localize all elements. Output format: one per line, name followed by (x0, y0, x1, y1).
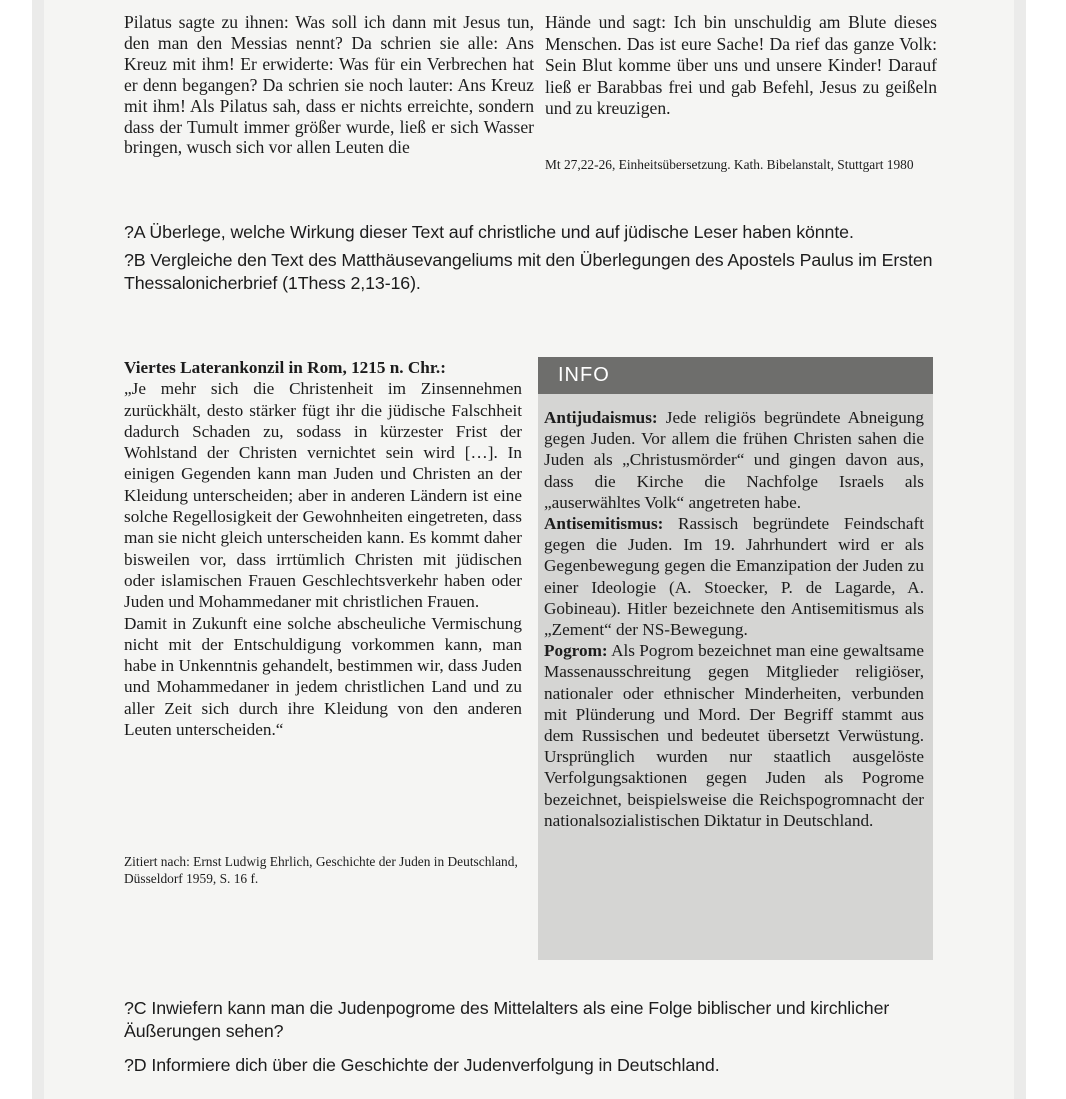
bible-text-right: Hände und sagt: Ich bin unschuldig am Blute dieses Menschen. Das ist eure Sache! Da rief das ganze Volk: Sein Blut komme über uns und unsere Kinder! Darauf ließ er Barabbas frei und gab Befehl, Jesus zu geißeln und zu kreuzigen. (545, 12, 937, 118)
info-body (544, 407, 924, 831)
bible-text-left: Pilatus sagte zu ihnen: Was soll ich dann mit Jesus tun, den man den Messias nennt? Da schrien sie alle: Ans Kreuz mit ihm! Er erwiderte: Was für ein Verbrechen hat er denn begangen? Da schrien sie noch lauter: Ans Kreuz mit ihm! Als Pilatus sah, dass er nichts erreichte, sondern dass der Tumult immer größer wurde, ließ er sich Wasser bringen, wusch sich vor allen Leuten die (124, 12, 534, 158)
task-b: ?B Vergleiche den Text des Matthäusevangeliums mit den Überlegungen des Apostels Paulus im Ersten Thessalonicherbrief (1Thess 2,13-16). (124, 250, 933, 293)
task-c: ?C Inwiefern kann man die Judenpogrome des Mittelalters als eine Folge biblischer und kirchlicher Äußerungen sehen? (124, 998, 890, 1041)
info-definition: Als Pogrom bezeichnet man eine gewaltsame Massenausschreitung gegen Mitglieder religiöser, nationaler oder ethnischer Minderheiten, verbunden mit Plünderung und Mord. Der Begriff stammt aus dem Russischen und bedeutet übersetzt Verwüstung. Ursprünglich wurden nur staatlich ausgelöste Verfolgungsaktionen gegen Juden als Pogrome bezeichnet, beispielsweise die Reichspogromnacht der nationalsozialistischen Diktatur in Deutschland. (544, 641, 924, 830)
info-entry-antisemitismus (544, 513, 924, 640)
quote-heading: Viertes Laterankonzil in Rom, 1215 n. Chr.: (124, 358, 446, 377)
info-label (538, 357, 933, 394)
quote-paragraph-2: Damit in Zukunft eine solche abscheuliche Vermischung nicht mit der Entschuldigung vorkommen kann, man habe in Unkenntnis gehandelt, bestimmen wir, dass Juden und Mohammedaner in jedem christlichen Land und zu aller Zeit sich durch ihre Kleidung von den anderen Leuten unterscheiden.“ (124, 613, 522, 740)
info-entry-antijudaismus (544, 407, 924, 513)
info-box (538, 357, 933, 960)
info-entry-pogrom (544, 640, 924, 831)
task-a: ?A Überlege, welche Wirkung dieser Text auf christliche und auf jüdische Leser haben könnte. (124, 222, 854, 242)
info-definition: Rassisch begründete Feindschaft gegen die Juden. Im 19. Jahrhundert wird er als Gegenbewegung gegen die Emanzipation der Juden zu einer Ideologie (A. Stoecker, P. de Lagarde, A. Gobineau). Hitler bezeichnete den Antisemitismus als „Zement“ der NS-Bewegung. (544, 514, 925, 640)
task-d: ?D Informiere dich über die Geschichte der Judenverfolgung in Deutschland. (124, 1055, 720, 1075)
page-edge-left (32, 0, 44, 1099)
lateran-council-quote (124, 357, 522, 740)
info-term: Pogrom: (544, 641, 608, 661)
info-definition: Jede religiös begründete Abneigung gegen Juden. Vor allem die frühen Christen sahen die Juden als „Christusmörder“ und gingen davon aus, dass die Kirche die Nachfolge Israels als „auserwähltes Volk“ angetreten habe. (544, 408, 924, 512)
info-term: Antisemitismus: (544, 514, 664, 534)
info-term: Antijudaismus: (544, 408, 658, 427)
bible-citation: Mt 27,22-26, Einheitsübersetzung. Kath. Bibelanstalt, Stuttgart 1980 (545, 157, 914, 172)
page-edge-right (1014, 0, 1026, 1099)
info-label-text: INFO (558, 364, 610, 386)
quote-paragraph-1: „Je mehr sich die Christenheit im Zinsennehmen zurückhält, desto stärker fügt ihr die jüdische Falschheit dadurch Schaden zu, sodass in kürzester Frist der Wohlstand der Christen vernichtet sein wird […]. In einigen Gegenden kann man Juden und Christen an der Kleidung unterscheiden; aber in anderen Ländern ist eine solche Regellosigkeit der Gewohnheiten eingetreten, dass man sie nicht gleich unterscheiden kann. Es kommt daher bisweilen vor, dass irrtümlich Christen mit jüdischen oder islamischen Frauen Geschlechtsverkehr haben oder Juden und Mohammedaner mit christlichen Frauen. (124, 379, 522, 612)
quote-citation: Zitiert nach: Ernst Ludwig Ehrlich, Geschichte der Juden in Deutschland, Düsseldorf 1959, S. 16 f. (124, 854, 518, 886)
